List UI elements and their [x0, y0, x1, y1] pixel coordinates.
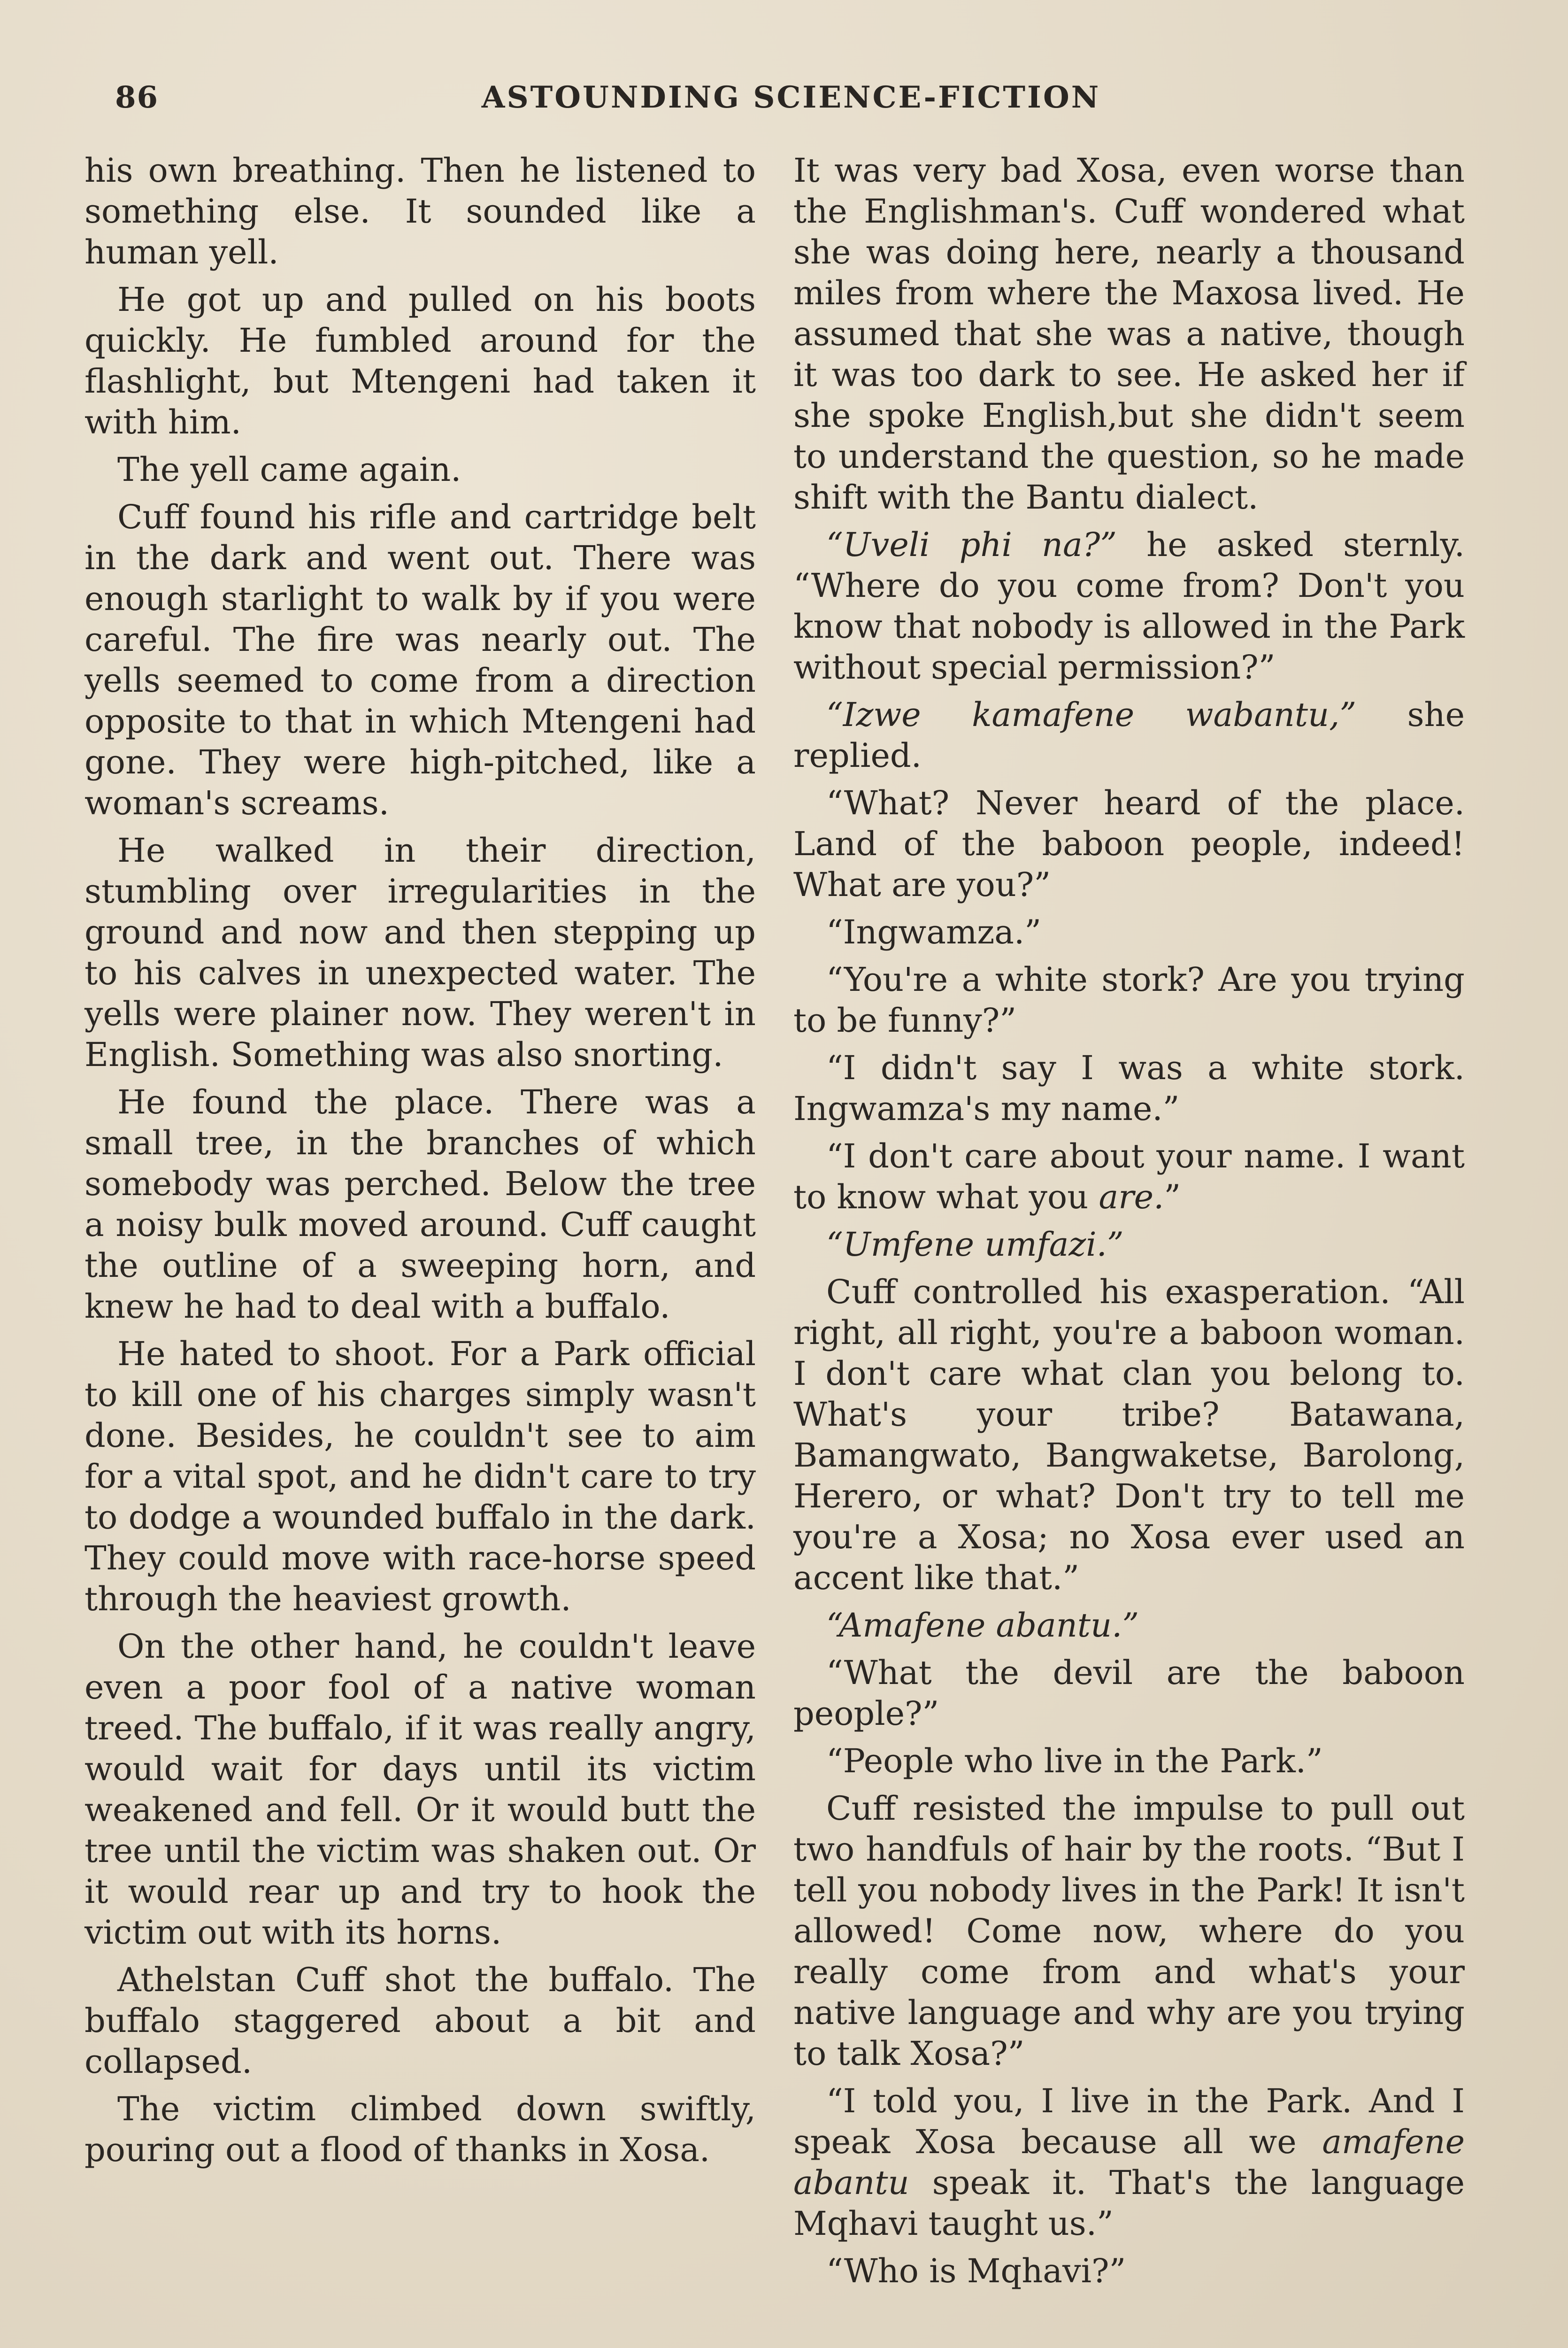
paragraph: his own breathing. Then he listened to something else. It sounded like a human yell. — [85, 151, 756, 271]
page-header — [115, 80, 1467, 131]
paragraph: “You're a white stork? Are you trying to be funny?” — [793, 960, 1465, 1040]
text: she replied. — [793, 695, 1465, 775]
paragraph: He hated to shoot. For a Park official to kill one of his charges simply wasn't done. Besides, he couldn't see to aim for a vital spot, and he didn't care to try to dodge a wounded buffalo in the dark. They could move with race-horse speed through the heaviest growth. — [85, 1335, 756, 1618]
text: he asked sternly. “Where do you come from? Don't you know that nobody is allowed in the Park without special permission?” — [793, 525, 1465, 687]
paragraph: “Who is Mqhavi?” — [826, 2252, 1126, 2290]
paragraph: “What? Never heard of the place. Land of the baboon people, indeed! What are you?” — [793, 784, 1465, 904]
paragraph: Cuff resisted the impulse to pull out two handfuls of hair by the roots. “But I tell you nobody lives in the Park! It isn't allowed! Come now, where do you really come from and what's your native language and why are you trying to talk Xosa?” — [793, 1789, 1465, 2073]
paragraph — [793, 1605, 1465, 1646]
italic-text: “Amafene abantu.” — [826, 1606, 1139, 1645]
paragraph: The yell came again. — [117, 450, 461, 489]
paragraph: Cuff found his rifle and cartridge belt in the dark and went out. There was enough starlight to walk by if you were careful. The fire was nearly out. The yells seemed to come from a direction opposite to that in which Mtengeni had gone. They were high-pitched, like a woman's screams. — [85, 498, 756, 822]
running-head: ASTOUNDING SCIENCE-FICTION — [481, 80, 1101, 115]
paragraph: Athelstan Cuff shot the buffalo. The buffalo staggered about a bit and collapsed. — [85, 1961, 756, 2081]
paragraph: “What the devil are the baboon people?” — [793, 1653, 1465, 1733]
left-column — [85, 150, 756, 2177]
paragraph — [793, 2081, 1465, 2244]
paragraph — [793, 695, 1465, 776]
paragraph: The victim climbed down swiftly, pouring out a flood of thanks in Xosa. — [85, 2090, 756, 2169]
paragraph: He found the place. There was a small tree, in the branches of which somebody was perched. Below the tree a noisy bulk moved around. Cuff caught the outline of a sweeping horn, and knew he had to deal with a buffalo. — [85, 1083, 756, 1326]
paragraph: He got up and pulled on his boots quickly. He fumbled around for the flashlight, but Mtengeni had taken it with him. — [85, 280, 756, 441]
italic-text: “Uveli phi na?” — [826, 525, 1117, 564]
italic-text: are. — [1099, 1178, 1164, 1216]
paragraph: On the other hand, he couldn't leave even a poor fool of a native woman treed. The buffalo, if it was really angry, would wait for days until its victim weakened and fell. Or it would butt the tree until the victim was shaken out. Or it would rear up and try to hook the victim out with its horns. — [85, 1627, 756, 1952]
paragraph: Cuff controlled his exasperation. “All right, all right, you're a baboon woman. I don't care what clan you belong to. What's your tribe? Batawana, Bamangwato, Bangwaketse, Barolong, Herero, or what? Don't try to tell me you're a Xosa; no Xosa ever used an accent like that.” — [793, 1273, 1465, 1597]
italic-text: “Izwe kamafene wabantu,” — [826, 695, 1357, 734]
right-column — [793, 150, 1465, 2298]
text: speak it. That's the language Mqhavi taught us.” — [793, 2163, 1465, 2243]
paragraph: “Ingwamza.” — [826, 913, 1042, 951]
paragraph: “People who live in the Park.” — [826, 1742, 1323, 1780]
italic-text: amafene abantu — [793, 2123, 1465, 2202]
paragraph — [793, 1136, 1465, 1218]
paragraph — [793, 1224, 1465, 1265]
text: ” — [1164, 1178, 1181, 1216]
italic-text: “Umfene umfazi.” — [826, 1225, 1124, 1264]
text: “I don't care about your name. I want to know what you — [793, 1137, 1465, 1216]
page-number: 86 — [115, 80, 159, 115]
paragraph — [793, 525, 1465, 688]
text: “I told you, I live in the Park. And I speak Xosa because all we — [793, 2082, 1465, 2161]
paragraph: It was very bad Xosa, even worse than the Englishman's. Cuff wondered what she was doing here, nearly a thousand miles from where the Maxosa lived. He assumed that she was a native, though it was too dark to see. He asked her if she spoke English,but she didn't seem to understand the question, so he made shift with the Bantu dialect. — [793, 151, 1465, 517]
paragraph: He walked in their direction, stumbling over irregularities in the ground and now and then stepping up to his calves in unexpected water. The yells were plainer now. They weren't in English. Something was also snorting. — [85, 831, 756, 1074]
paragraph: “I didn't say I was a white stork. Ingwamza's my name.” — [793, 1049, 1465, 1128]
